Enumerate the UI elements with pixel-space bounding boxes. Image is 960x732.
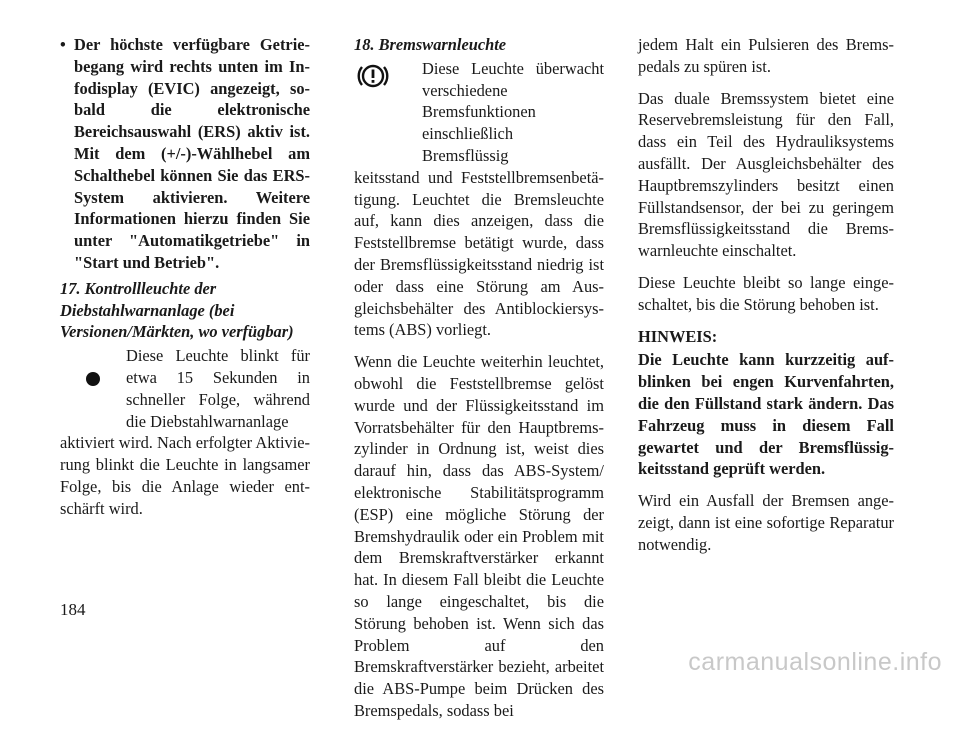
watermark: carmanualsonline.info: [688, 648, 942, 676]
bullet-item: [60, 34, 310, 274]
column-1: [60, 34, 310, 530]
section-18-heading: 18. Bremswarnleuchte: [354, 35, 507, 54]
section-18-text: keitsstand und Feststellbremsenbetätigung. Leuchtet die Bremsleuchte auf, kann dies anzeigen, dass die Feststellbremse betätigt wurde, dass der Bremsflüssigkeitsstand niedrig ist oder dass eine Störung am Ausgleichsbehälter des Antiblockiersystems (ABS) vorliegt.: [354, 167, 604, 340]
bullet-text: Der höchste verfügbare Getriebegang wird rechts unten im Infodisplay (EVIC) angezeigt, sobald die elektronische Bereichsauswahl (ERS) aktiv ist. Mit dem (+/-)-Wählhebel am Schalthebel können Sie das ERS-System aktivieren. Weitere Informationen hierzu finden Sie unter "Automatikgetriebe" in "Start und Betrieb".: [74, 35, 310, 272]
failure-paragraph: Wird ein Ausfall der Bremsen angezeigt, dann ist eine sofortige Reparatur notwendig.: [638, 491, 894, 554]
column-2: [354, 34, 604, 732]
section-17-text: aktiviert wird. Nach erfolgter Aktivierung blinkt die Leuchte in langsamer Folge, bis die Anlage wieder entschärft wird.: [60, 433, 310, 518]
security-indicator-icon: [85, 371, 101, 387]
page-number: 184: [60, 600, 86, 619]
section-18-paragraph-2: Wenn die Leuchte weiterhin leuchtet, obwohl die Feststellbremse gelöst wurde und der Flüssigkeitsstand im Vorratsbehälter für den Hauptbremszylinder in Ordnung ist, weist dies darauf hin, dass das ABS-System/ elektronische Stabilitätsprogramm (ESP) eine mögliche Störung der Bremshydraulik oder ein Problem mit dem Bremskraftverstärker erkannt hat. In diesem Fall bleibt die Leuchte so lange eingeschaltet, bis die Störung behoben ist. Wenn sich das Problem auf den Bremskraftverstärker bezieht, arbeitet die ABS-Pumpe beim Drücken des Bremspedals, sodass bei: [354, 352, 604, 720]
section-18-indented-text: Diese Leuchte überwacht verschiedene Bremsfunktionen einschließlich Bremsflüssig: [422, 58, 604, 165]
brake-warning-icon: [356, 62, 390, 90]
dual-brake-paragraph: Das duale Bremssystem bietet eine Reservebremsleistung für den Fall, dass ein Teil des Hydrauliksystems ausfällt. Der Ausgleichsbehälter des Hauptbremszylinders besitzt einen Füllstandsensor, der bei zu geringem Bremsflüssigkeitsstand die Bremswarnleuchte einschaltet.: [638, 88, 894, 261]
continued-paragraph: jedem Halt ein Pulsieren des Bremspedals zu spüren ist.: [638, 35, 894, 76]
section-17-icon-block: [60, 345, 310, 432]
light-stays-paragraph: Diese Leuchte bleibt so lange eingeschaltet, bis die Störung behoben ist.: [638, 272, 894, 314]
bullet-dot-icon: •: [60, 35, 66, 54]
section-17-indented-text: Diese Leuchte blinkt für etwa 15 Sekunden in schneller Folge, während die Diebstahlwarnanlage: [126, 346, 310, 431]
note-label: HINWEIS:: [638, 326, 718, 346]
section-18-icon-block: [354, 58, 604, 167]
section-17-heading: 17. Kontrollleuchte der Diebstahlwarnanlage (bei Versionen/Märkten, wo verfügbar): [60, 278, 294, 342]
note-text: Die Leuchte kann kurzzeitig aufblinken bei engen Kurvenfahrten, die den Füllstand stark ändern. Das Fahrzeug muss in diesem Fall gewartet und der Bremsflüssigkeitsstand geprüft werden.: [638, 350, 894, 479]
column-3: [638, 34, 894, 566]
